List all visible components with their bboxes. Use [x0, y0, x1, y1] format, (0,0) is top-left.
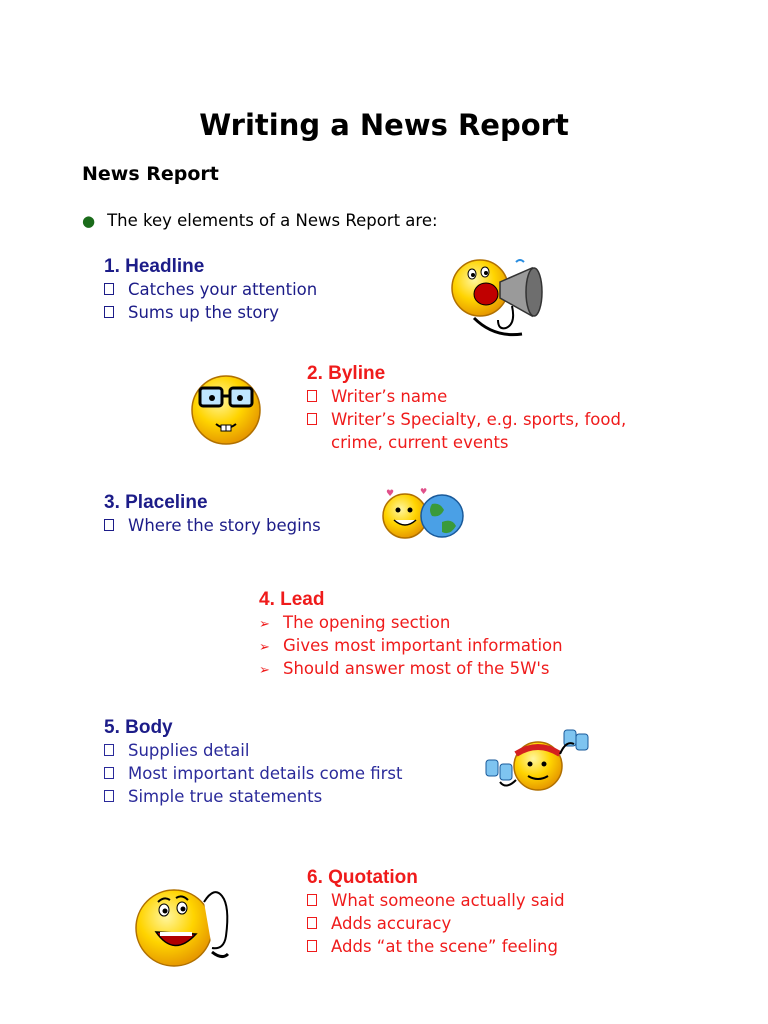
- list-item: Simple true statements: [104, 786, 403, 809]
- section-heading: 2. Byline: [307, 363, 386, 384]
- section-subtitle: News Report: [82, 163, 219, 185]
- nerd-smiley-icon: [188, 368, 264, 450]
- section-body: [104, 717, 403, 809]
- svg-text:♥: ♥: [386, 489, 395, 499]
- list-item: Catches your attention: [104, 279, 317, 302]
- bullet-dot-icon: ●: [82, 212, 96, 230]
- list-item: What someone actually said: [307, 890, 565, 913]
- box-bullet-icon: [104, 767, 114, 779]
- list-item: Supplies detail: [104, 740, 403, 763]
- box-bullet-icon: [307, 413, 317, 425]
- list-item: Sums up the story: [104, 302, 317, 325]
- list-item: Writer’s name: [307, 386, 626, 409]
- arrow-bullet-icon: ➢: [259, 663, 270, 678]
- section-quotation: [307, 867, 565, 959]
- section-heading: 3. Placeline: [104, 492, 208, 513]
- box-bullet-icon: [307, 390, 317, 402]
- arrow-bullet-icon: ➢: [259, 640, 270, 655]
- section-heading: 6. Quotation: [307, 867, 418, 888]
- list-item-continuation: crime, current events: [331, 433, 509, 452]
- box-bullet-icon: [104, 306, 114, 318]
- section-byline: [307, 363, 626, 453]
- list-item: ➢ The opening section: [259, 612, 563, 635]
- section-headline: [104, 256, 317, 325]
- arrow-bullet-icon: ➢: [259, 617, 270, 632]
- svg-text:♥: ♥: [420, 487, 428, 496]
- box-bullet-icon: [307, 894, 317, 906]
- dumbbell-smiley-icon: [484, 724, 592, 800]
- box-bullet-icon: [307, 917, 317, 929]
- section-heading: 4. Lead: [259, 589, 325, 610]
- page-title: Writing a News Report: [199, 108, 569, 142]
- list-item: ➢ Gives most important information: [259, 635, 563, 658]
- list-item: Adds accuracy: [307, 913, 565, 936]
- section-heading: 1. Headline: [104, 256, 205, 277]
- box-bullet-icon: [104, 283, 114, 295]
- section-placeline: [104, 492, 321, 538]
- box-bullet-icon: [104, 790, 114, 802]
- globe-smiley-icon: [380, 486, 470, 544]
- shouting-smiley-icon: [130, 878, 234, 970]
- section-heading: 5. Body: [104, 717, 173, 738]
- section-lead: [259, 589, 563, 681]
- list-item: Adds “at the scene” feeling: [307, 936, 565, 959]
- box-bullet-icon: [307, 940, 317, 952]
- list-item: Most important details come first: [104, 763, 403, 786]
- box-bullet-icon: [104, 519, 114, 531]
- list-item: Writer’s Specialty, e.g. sports, food,: [307, 409, 626, 432]
- list-item: ➢ Should answer most of the 5W's: [259, 658, 563, 681]
- box-bullet-icon: [104, 744, 114, 756]
- megaphone-smiley-icon: [446, 248, 558, 342]
- intro-line: [82, 211, 438, 230]
- list-item: Where the story begins: [104, 515, 321, 538]
- intro-text: The key elements of a News Report are:: [107, 211, 438, 230]
